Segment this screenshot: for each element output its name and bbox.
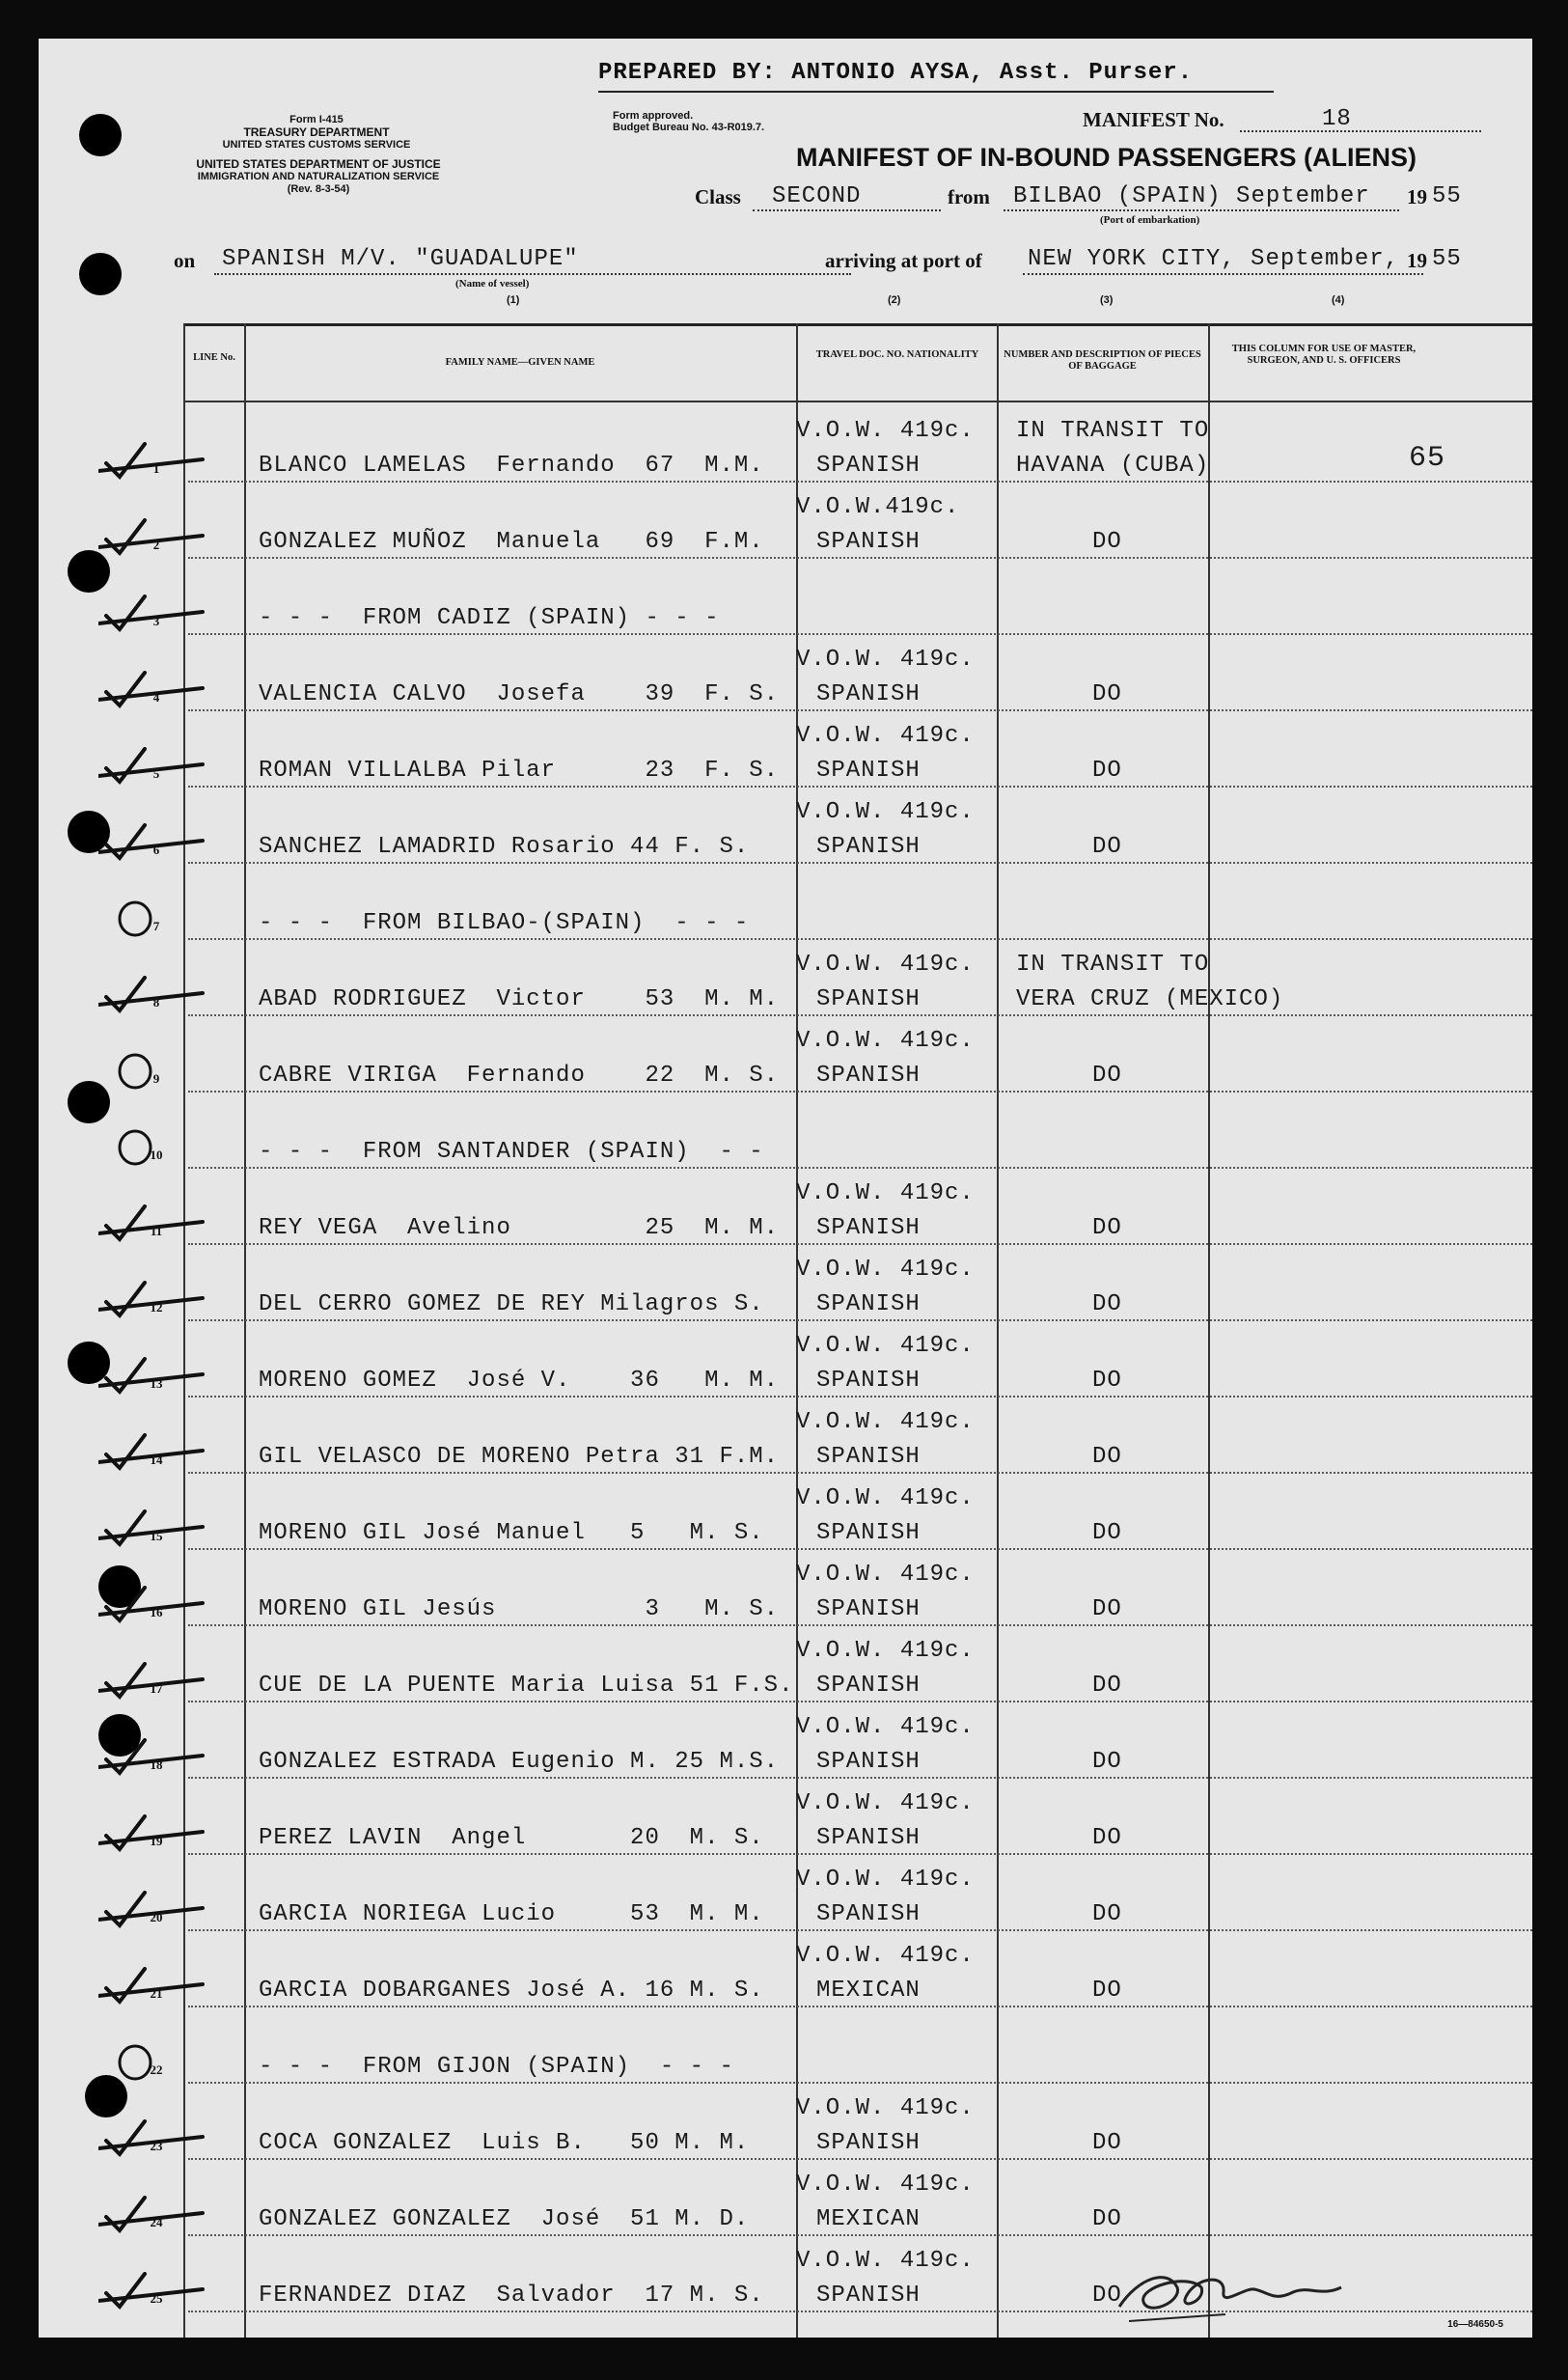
table-row [39,1169,1532,1245]
line-number: 7 [152,919,160,933]
baggage-ditto: DO [1092,2206,1122,2232]
checkmark-icon [98,1433,205,1472]
baggage-ditto: DO [1092,1825,1122,1851]
arrival-line [1023,273,1423,275]
circle-mark-icon [98,1052,205,1091]
line-number: 4 [152,690,160,705]
nationality: SPANISH [816,1444,921,1470]
passenger-name: CABRE VIRIGA Fernando 22 M. S. [259,1063,780,1089]
ins-service: IMMIGRATION AND NATURALIZATION SERVICE [197,171,440,182]
line-number: 8 [152,995,160,1010]
passenger-name: - - - FROM BILBAO-(SPAIN) - - - [259,910,750,936]
revision: (Rev. 8-3-54) [287,183,350,195]
table-row [39,406,1532,483]
checkmark-icon [98,823,205,862]
line-number: 21 [150,1986,163,2001]
vessel-caption: (Name of vessel) [455,278,530,290]
checkmark-icon [98,1204,205,1243]
from-year-prefix: 19 [1407,185,1427,208]
officer-count: 65 [1409,442,1446,475]
checkmark-icon [98,1586,205,1624]
customs-service: UNITED STATES CUSTOMS SERVICE [222,139,411,151]
travel-document: V.O.W. 419c. [796,952,975,978]
passenger-name: - - - FROM SANTANDER (SPAIN) - - [259,1139,764,1165]
table-row [39,940,1532,1016]
line-number: 6 [152,843,160,857]
nationality: MEXICAN [816,1978,921,2004]
table-row [39,1550,1532,1626]
form-code: 16—84650-5 [1447,2319,1503,2330]
table-row [39,1931,1532,2007]
baggage-ditto: DO [1092,1901,1122,1927]
class-line [753,209,941,211]
passenger-name: DEL CERRO GOMEZ DE REY Milagros S. [259,1291,764,1317]
baggage-ditto: DO [1092,2283,1122,2309]
table-row [39,2160,1532,2236]
travel-document: V.O.W. 419c. [796,1714,975,1740]
checkmark-icon [98,1967,205,2006]
travel-document: V.O.W. 419c. [796,1638,975,1664]
nationality: SPANISH [816,1825,921,1851]
col-header-baggage: NUMBER AND DESCRIPTION OF PIECES OF BAGGAGE [1004,349,1201,372]
travel-document: V.O.W. 419c. [796,723,975,749]
approval-block [613,110,764,133]
nationality: SPANISH [816,2283,921,2309]
passenger-name: MORENO GIL Jesús 3 M. S. [259,1596,780,1622]
table-top-rule [183,323,1532,326]
col-header-name: FAMILY NAME—GIVEN NAME [445,357,595,368]
travel-document: V.O.W. 419c. [796,647,975,673]
travel-document: V.O.W. 419c. [796,1867,975,1893]
manifest-no-line [1240,130,1481,132]
baggage-destination: VERA CRUZ (MEXICO) [1016,986,1284,1012]
nationality: SPANISH [816,1673,921,1699]
passenger-name: GONZALEZ GONZALEZ José 51 M. D. [259,2206,750,2232]
checkmark-icon [98,2272,205,2311]
nationality: SPANISH [816,1063,921,1089]
passenger-name: GIL VELASCO DE MORENO Petra 31 F.M. [259,1444,780,1470]
circle-mark-icon [98,1128,205,1167]
travel-document: V.O.W. 419c. [796,1562,975,1588]
col-header-travel: TRAVEL DOC. NO. NATIONALITY [815,349,979,360]
table-row [39,1626,1532,1702]
checkmark-icon [98,1357,205,1396]
line-number: 10 [150,1148,163,1162]
travel-document: V.O.W.419c. [796,494,960,520]
line-number: 14 [150,1453,163,1467]
class-value: SECOND [772,183,862,209]
arrival-port: NEW YORK CITY, September, [1028,246,1400,272]
passenger-name: ROMAN VILLALBA Pilar 23 F. S. [259,758,780,784]
punch-hole [79,253,122,295]
table-row [39,1779,1532,1855]
table-row [39,788,1532,864]
nationality: SPANISH [816,1215,921,1241]
from-year: 55 [1432,183,1462,209]
line-number: 12 [150,1300,163,1315]
passenger-name: GONZALEZ ESTRADA Eugenio M. 25 M.S. [259,1749,780,1775]
passenger-name: PEREZ LAVIN Angel 20 M. S. [259,1825,764,1851]
baggage-ditto: DO [1092,834,1122,860]
table-row [39,711,1532,788]
from-line [1004,209,1399,211]
arrival-year: 55 [1432,246,1462,272]
baggage-ditto: DO [1092,1978,1122,2004]
passenger-name: CUE DE LA PUENTE Maria Luisa 51 F.S. [259,1673,794,1699]
checkmark-icon [98,1662,205,1701]
checkmark-icon [98,1814,205,1853]
nationality: SPANISH [816,2130,921,2156]
nationality: MEXICAN [816,2206,921,2232]
justice-block [164,158,473,196]
line-number: 13 [150,1376,163,1391]
passenger-name: GARCIA NORIEGA Lucio 53 M. M. [259,1901,764,1927]
nationality: SPANISH [816,453,921,479]
table-row [39,2007,1532,2084]
manifest-page [39,39,1532,2338]
port-caption: (Port of embarkation) [1100,214,1200,226]
baggage-ditto: DO [1092,1749,1122,1775]
nationality: SPANISH [816,1291,921,1317]
line-number: 11 [150,1224,163,1238]
officer-signature [1110,2249,1361,2336]
checkmark-icon [98,518,205,557]
passenger-name: GARCIA DOBARGANES José A. 16 M. S. [259,1978,764,2004]
baggage-ditto: DO [1092,1596,1122,1622]
nationality: SPANISH [816,986,921,1012]
line-number: 24 [150,2215,163,2229]
baggage-ditto: DO [1092,529,1122,555]
arriving-label: arriving at port of [825,249,982,272]
table-row [39,1321,1532,1398]
checkmark-icon [98,595,205,633]
baggage-ditto: DO [1092,1368,1122,1394]
col-number-2: (2) [888,294,901,306]
baggage-ditto: DO [1092,1673,1122,1699]
checkmark-icon [98,976,205,1014]
manifest-title: MANIFEST OF IN-BOUND PASSENGERS (ALIENS) [796,143,1417,172]
col-number-4: (4) [1332,294,1345,306]
travel-document: V.O.W. 419c. [796,1409,975,1435]
checkmark-icon [98,2119,205,2158]
travel-document: V.O.W. 419c. [796,1180,975,1206]
vessel-name: SPANISH M/V. "GUADALUPE" [222,246,579,272]
travel-document: V.O.W. 419c. [796,2095,975,2121]
baggage-note: IN TRANSIT TO [1016,952,1210,978]
line-number: 1 [152,461,160,476]
travel-document: V.O.W. 419c. [796,1485,975,1511]
nationality: SPANISH [816,1520,921,1546]
baggage-ditto: DO [1092,1291,1122,1317]
passenger-name: - - - FROM CADIZ (SPAIN) - - - [259,605,720,631]
nationality: SPANISH [816,1368,921,1394]
table-row [39,1016,1532,1093]
col-header-line: LINE No. [193,352,235,363]
travel-document: V.O.W. 419c. [796,2172,975,2198]
nationality: SPANISH [816,834,921,860]
line-number: 22 [150,2062,163,2077]
line-number: 25 [150,2291,163,2306]
passenger-name: MORENO GOMEZ José V. 36 M. M. [259,1368,780,1394]
checkmark-icon [98,1891,205,1929]
manifest-no-label: MANIFEST No. [1083,108,1224,131]
baggage-ditto: DO [1092,1520,1122,1546]
col-number-3: (3) [1100,294,1114,306]
nationality: SPANISH [816,1901,921,1927]
manifest-no: 18 [1322,106,1352,132]
nationality: SPANISH [816,758,921,784]
line-number: 20 [150,1910,163,1924]
nationality: SPANISH [816,1749,921,1775]
passenger-name: COCA GONZALEZ Luis B. 50 M. M. [259,2130,750,2156]
form-number: Form I-415 [289,114,344,125]
baggage-ditto: DO [1092,1063,1122,1089]
vessel-line [214,273,851,275]
line-number: 5 [152,766,160,781]
baggage-ditto: DO [1092,2130,1122,2156]
checkmark-icon [98,1509,205,1548]
col-header-officers: THIS COLUMN FOR USE OF MASTER, SURGEON, AND U. S. OFFICERS [1231,344,1417,366]
passenger-name: VALENCIA CALVO Josefa 39 F. S. [259,681,780,707]
line-number: 23 [150,2139,163,2153]
table-row [39,1855,1532,1931]
line-number: 15 [150,1529,163,1543]
travel-document: V.O.W. 419c. [796,1257,975,1283]
passenger-name: - - - FROM GIJON (SPAIN) - - - [259,2054,734,2080]
passenger-name: MORENO GIL José Manuel 5 M. S. [259,1520,764,1546]
travel-document: V.O.W. 419c. [796,1943,975,1969]
passenger-name: FERNANDEZ DIAZ Salvador 17 M. S. [259,2283,764,2309]
circle-mark-icon [98,2043,205,2082]
circle-mark-icon [98,899,205,938]
table-row [39,559,1532,635]
class-label: Class [695,185,741,208]
checkmark-icon [98,671,205,709]
travel-document: V.O.W. 419c. [796,418,975,444]
travel-document: V.O.W. 419c. [796,1333,975,1359]
baggage-note: IN TRANSIT TO [1016,418,1210,444]
justice-dept: UNITED STATES DEPARTMENT OF JUSTICE [196,157,441,171]
table-row [39,2084,1532,2160]
table-row [39,635,1532,711]
budget-bureau: Budget Bureau No. 43-R019.7. [613,122,765,133]
nationality: SPANISH [816,529,921,555]
on-label: on [174,249,196,272]
line-number: 2 [152,538,160,552]
line-number: 16 [150,1605,163,1619]
line-number: 19 [150,1834,163,1848]
passenger-name: ABAD RODRIGUEZ Victor 53 M. M. [259,986,780,1012]
table-row [39,1245,1532,1321]
table-row [39,1474,1532,1550]
from-label: from [948,185,990,208]
baggage-destination: HAVANA (CUBA) [1016,453,1210,479]
line-number: 18 [150,1757,163,1772]
nationality: SPANISH [816,681,921,707]
checkmark-icon [98,2196,205,2234]
checkmark-icon [98,747,205,786]
travel-document: V.O.W. 419c. [796,799,975,825]
agency-block [181,114,452,152]
baggage-ditto: DO [1092,1444,1122,1470]
passenger-name: GONZALEZ MUÑOZ Manuela 69 F.M. [259,529,764,555]
baggage-ditto: DO [1092,758,1122,784]
travel-document: V.O.W. 419c. [796,1028,975,1054]
baggage-ditto: DO [1092,681,1122,707]
form-approved: Form approved. [613,110,694,122]
line-number: 17 [150,1681,163,1696]
passenger-name: BLANCO LAMELAS Fernando 67 M.M. [259,453,764,479]
nationality: SPANISH [816,1596,921,1622]
from-value: BILBAO (SPAIN) September [1013,183,1370,209]
table-header-rule [183,401,1532,402]
prepared-by-underline [598,91,1274,93]
table-row [39,1702,1532,1779]
passenger-name: SANCHEZ LAMADRID Rosario 44 F. S. [259,834,750,860]
arrival-year-prefix: 19 [1407,249,1427,272]
table-row [39,1398,1532,1474]
punch-hole [79,114,122,156]
baggage-ditto: DO [1092,1215,1122,1241]
line-number: 3 [152,614,160,628]
passenger-name: REY VEGA Avelino 25 M. M. [259,1215,780,1241]
treasury-dept: TREASURY DEPARTMENT [243,125,390,139]
checkmark-icon [98,442,205,481]
checkmark-icon [98,1281,205,1319]
table-row [39,483,1532,559]
travel-document: V.O.W. 419c. [796,1790,975,1816]
checkmark-icon [98,1738,205,1777]
prepared-by: PREPARED BY: ANTONIO AYSA, Asst. Purser. [598,60,1194,86]
travel-document: V.O.W. 419c. [796,2248,975,2274]
table-row [39,864,1532,940]
col-number-1: (1) [507,294,520,306]
line-number: 9 [152,1071,160,1086]
table-row [39,1093,1532,1169]
